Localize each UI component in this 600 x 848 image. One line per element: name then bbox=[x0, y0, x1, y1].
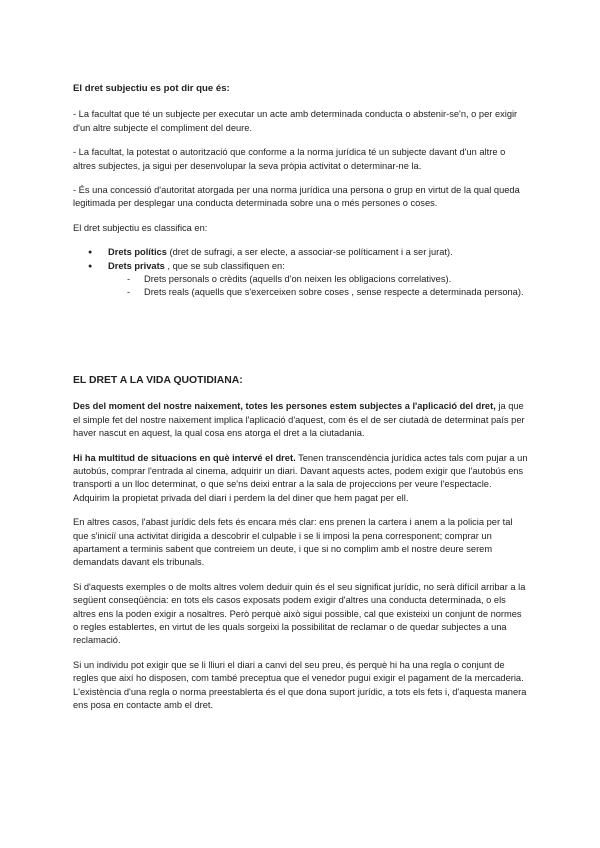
section-heading-subjective-right: El dret subjectiu es pot dir que és: bbox=[73, 83, 230, 94]
paragraph-situations-lead: Hi ha multitud de situacions en què intervé el dret. bbox=[73, 452, 296, 463]
section-heading-daily-life: EL DRET A LA VIDA QUOTIDIANA: bbox=[73, 374, 243, 386]
political-rights-description: (dret de sufragi, a ser electe, a associar-se políticament i a ser jurat). bbox=[166, 247, 453, 258]
paragraph-legal-meaning: Si d'aquests exemples o de molts altres volem deduir quin és el seu significat jurídic, no serà difícil arribar a la següent conseqüència: en tots els casos exposats podem exigir d'altres una conducta determinada, o els altres ens la poden exigir a nosaltres. Però perquè això sigui possible, cal que existeixi un conjunt de normes o regles establertes, en virtut de les quals sorgeixi la possibilitat de reclamar o de quedar subjectes a una reclamació. bbox=[73, 581, 526, 646]
classification-intro: El dret subjectiu es classifica en: bbox=[73, 222, 208, 233]
definition-paragraph-2: - La facultat, la potestat o autorització que conforme a la norma jurídica té un subjecte davant d'un altre o altres subjectes, ja sigui per desenvolupar la seva pròpia activitat o determinar-ne la. bbox=[73, 147, 506, 171]
term-political-rights: Drets polítics bbox=[108, 247, 167, 258]
paragraph-birth-lead: Des del moment del nostre naixement, totes les persones estem subjectes a l'aplicació del dret, bbox=[73, 401, 496, 412]
sublist-item-real-rights: - Drets reals (aquells que s'exerceixen sobre coses , sense respecte a determinada persona). bbox=[108, 286, 528, 299]
list-item-private-rights bbox=[73, 260, 528, 300]
paragraph-other-cases: En altres casos, l'abast jurídic dels fets és encara més clar: ens prenen la cartera i anem a la policia per tal que s'iniciï una activitat dirigida a descobrir el culpable i se li imposi la pena corresponent; comprar un apartament a terminis sabent que contreiem un deute, i que si no complim amb el nostre deure serem demandats davant els tribunals. bbox=[73, 517, 513, 568]
list-item-political-rights bbox=[73, 246, 528, 259]
private-rights-sublist bbox=[108, 273, 528, 300]
paragraph-birth-body: ja que el simple fet del nostre naixement implica l'aplicació d'aquest, com és el de ser ciutadà de determinat país per haver nascut en aquest, la qual cosa ens atorga el dret a la ciutadania. bbox=[73, 401, 525, 439]
paragraph-birth bbox=[73, 400, 528, 440]
classification-list bbox=[73, 246, 528, 300]
sublist-item-personal-rights: - Drets personals o crèdits (aquells d'on neixen les obligacions correlatives). bbox=[108, 273, 528, 286]
paragraph-situations bbox=[73, 452, 528, 506]
section-daily-life bbox=[73, 374, 528, 713]
private-rights-description: , que se sub classifiquen en: bbox=[164, 260, 285, 271]
paragraph-newspaper-example: Si un individu pot exigir que se li lliuri el diari a canvi del seu preu, és perquè hi ha una regla o conjunt de regles que així ho disposen, com també preceptua que el venedor pugui exigir el pagament de la mercaderia. L'existència d'una regla o norma preestablerta és el que dona suport jurídic, a tots els fets i, d'aquesta manera ens posa en contacte amb el dret. bbox=[73, 659, 527, 710]
paragraph-situations-body: Tenen transcendència jurídica actes tals com pujar a un autobús, comprar l'entrada al cinema, adquirir un diari. Davant aquests actes, podem exigir que l'autobús ens transporti a un lloc determinat, o que se'ns deixi entrar a la sala de projeccions per veure l'espectacle. Adquirim la propietat privada del diari i perdem la del diner que hem pagat per ell. bbox=[73, 452, 528, 503]
definition-paragraph-1: - La facultat que té un subjecte per executar un acte amb determinada conducta o abstenir-se'n, o per exigir d'un altre subjecte el compliment del deure. bbox=[73, 109, 518, 133]
term-private-rights: Drets privats bbox=[108, 260, 165, 271]
definition-paragraph-3: - És una concessió d'autoritat atorgada per una norma jurídica una persona o grup en virtut de la qual queda legitimada per desplegar una conducta determinada sobre una o més persones o coses. bbox=[73, 185, 520, 209]
